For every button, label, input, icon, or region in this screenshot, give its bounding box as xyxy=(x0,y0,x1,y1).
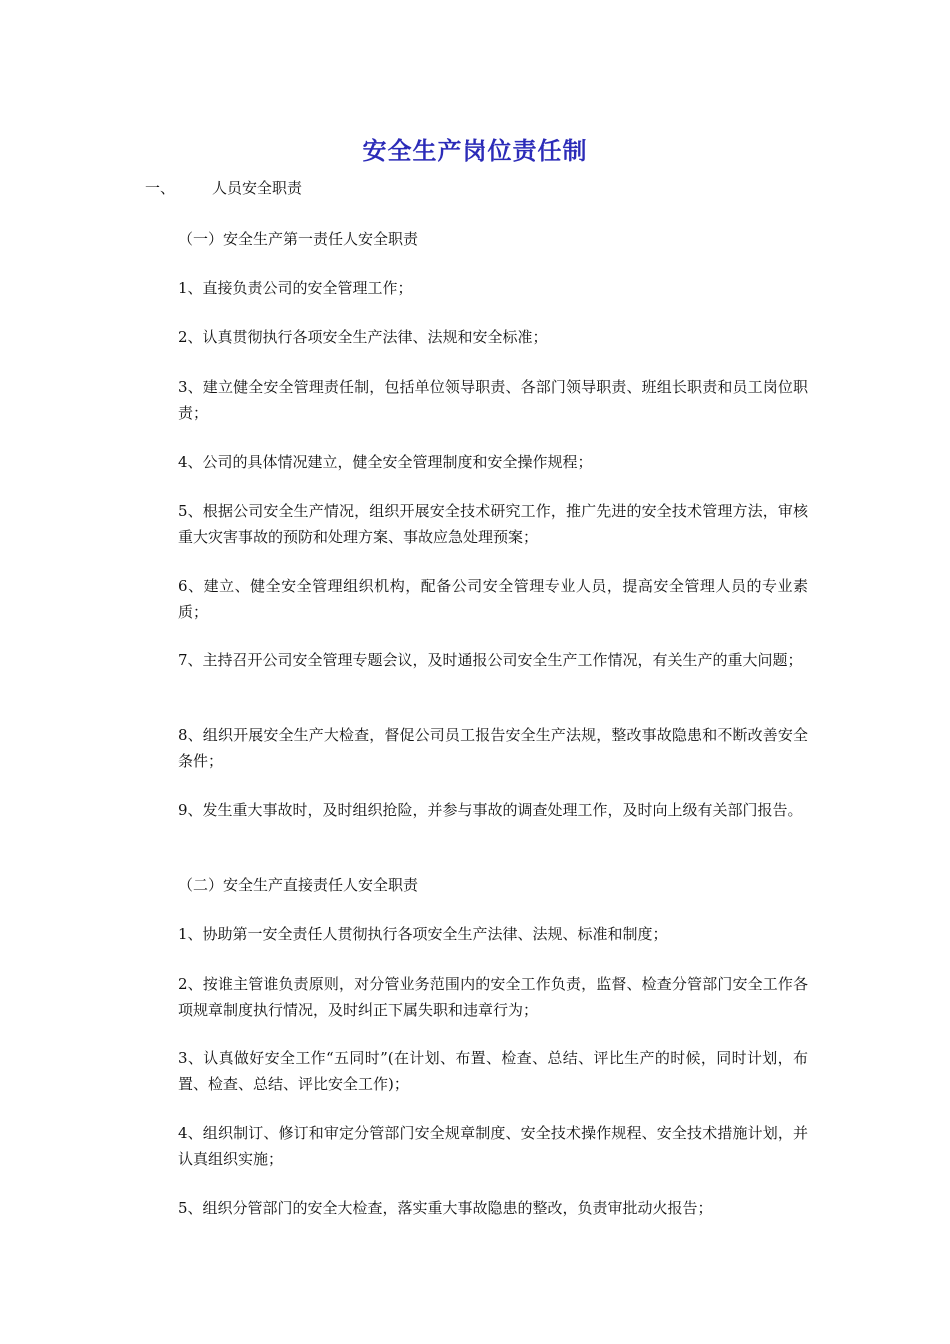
part1-item-2: 2、认真贯彻执行各项安全生产法律、法规和安全标准； xyxy=(178,328,548,346)
part1-heading: （一）安全生产第一责任人安全职责 xyxy=(178,230,419,248)
part2-heading: （二）安全生产直接责任人安全职责 xyxy=(178,876,419,894)
document-title: 安全生产岗位责任制 xyxy=(362,136,588,165)
section-title: 人员安全职责 xyxy=(212,179,303,197)
part2-item-5: 5、组织分管部门的安全大检查，落实重大事故隐患的整改，负责审批动火报告； xyxy=(178,1199,713,1217)
part2-item-4: 4、组织制订、修订和审定分管部门安全规章制度、安全技术操作规程、安全技术措施计划，并认真组织实施； xyxy=(178,1124,808,1168)
part2-item-2: 2、按谁主管谁负责原则，对分管业务范围内的安全工作负责，监督、检查分管部门安全工作各项规章制度执行情况，及时纠正下属失职和违章行为； xyxy=(178,975,808,1019)
part1-item-5: 5、根据公司安全生产情况，组织开展安全技术研究工作，推广先进的安全技术管理方法，审核重大灾害事故的预防和处理方案、事故应急处理预案； xyxy=(178,502,808,546)
part1-item-1: 1、直接负责公司的安全管理工作； xyxy=(178,279,413,297)
section-number: 一、 xyxy=(145,179,176,197)
section-heading xyxy=(145,178,302,198)
part2-item-1: 1、协助第一安全责任人贯彻执行各项安全生产法律、法规、标准和制度； xyxy=(178,925,668,943)
part1-item-7: 7、主持召开公司安全管理专题会议，及时通报公司安全生产工作情况，有关生产的重大问题； xyxy=(178,651,803,669)
part2-item-3: 3、认真做好安全工作“五同时”(在计划、布置、检查、总结、评比生产的时候，同时计划，布置、检查、总结、评比安全工作)； xyxy=(178,1049,808,1093)
part1-item-9: 9、发生重大事故时，及时组织抢险，并参与事故的调查处理工作，及时向上级有关部门报告。 xyxy=(178,801,803,819)
part1-item-4: 4、公司的具体情况建立，健全安全管理制度和安全操作规程； xyxy=(178,453,593,471)
part1-item-3: 3、建立健全安全管理责任制，包括单位领导职责、各部门领导职责、班组长职责和员工岗位职责； xyxy=(178,378,808,422)
part1-item-8: 8、组织开展安全生产大检查，督促公司员工报告安全生产法规，整改事故隐患和不断改善安全条件； xyxy=(178,726,808,770)
part1-item-6: 6、建立、健全安全管理组织机构，配备公司安全管理专业人员，提高安全管理人员的专业素质； xyxy=(178,577,808,621)
